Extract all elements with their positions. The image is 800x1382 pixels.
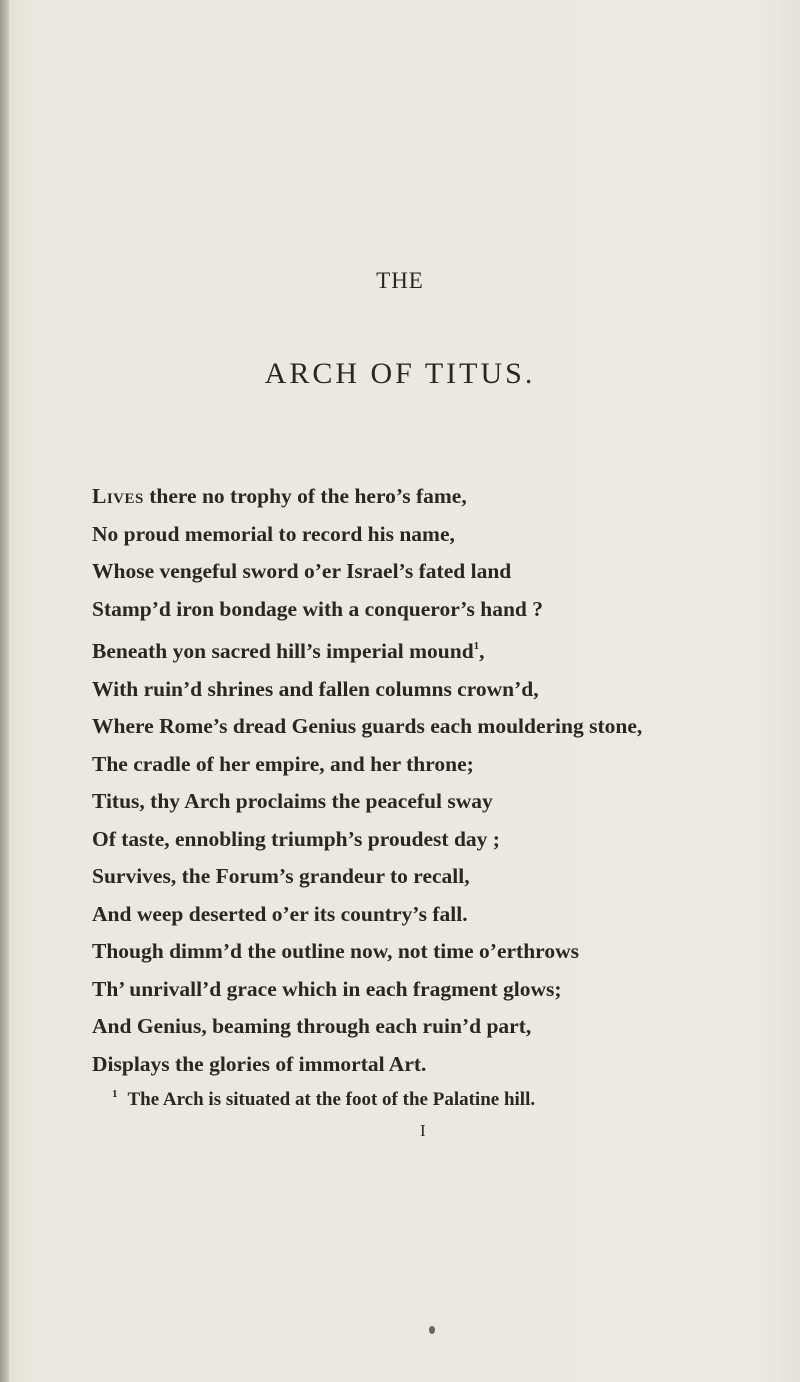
poem-line: Where Rome’s dread Genius guards each mouldering stone, bbox=[92, 714, 643, 738]
poem-line: The cradle of her empire, and her throne; bbox=[92, 751, 474, 776]
poem-line: With ruin’d shrines and fallen columns crown’d, bbox=[92, 676, 539, 701]
poem-line: Displays the glories of immortal Art. bbox=[92, 1051, 427, 1076]
footnote-marker: 1 bbox=[112, 1088, 118, 1100]
footnote-text: The Arch is situated at the foot of the Palatine hill. bbox=[127, 1089, 536, 1110]
page-gutter bbox=[0, 0, 9, 1382]
poem-line: No proud memorial to record his name, bbox=[92, 521, 455, 546]
first-word: Lives bbox=[92, 484, 144, 508]
heading-the: THE bbox=[376, 268, 424, 293]
signature-mark: I bbox=[420, 1121, 426, 1140]
poem-line: And Genius, beaming through each ruin’d part, bbox=[92, 1014, 532, 1038]
poem-line: Of taste, ennobling triumph’s proudest day ; bbox=[92, 826, 500, 851]
poem-line: Though dimm’d the outline now, not time o’erthrows bbox=[92, 939, 579, 963]
poem-line: And weep deserted o’er its country’s fall. bbox=[92, 901, 468, 926]
footnote bbox=[112, 1088, 792, 1111]
poem-text bbox=[92, 478, 792, 1083]
ink-spot bbox=[429, 1326, 435, 1334]
poem-line: Survives, the Forum’s grandeur to recall, bbox=[92, 864, 470, 888]
poem-line: Th’ unrivall’d grace which in each fragment glows; bbox=[92, 976, 562, 1001]
poem-line: Lives there no trophy of the hero’s fame, bbox=[92, 484, 467, 508]
footnote-reference: 1 bbox=[473, 640, 480, 652]
poem-line: Stamp’d iron bondage with a conqueror’s hand ? bbox=[92, 596, 543, 621]
poem-line: Beneath yon sacred hill’s imperial mound$^1$, bbox=[92, 639, 485, 663]
page-title: ARCH OF TITUS. bbox=[264, 357, 536, 390]
poem-line: Whose vengeful sword o’er Israel’s fated land bbox=[92, 559, 512, 583]
poem-line: Titus, thy Arch proclaims the peaceful sway bbox=[92, 789, 493, 813]
